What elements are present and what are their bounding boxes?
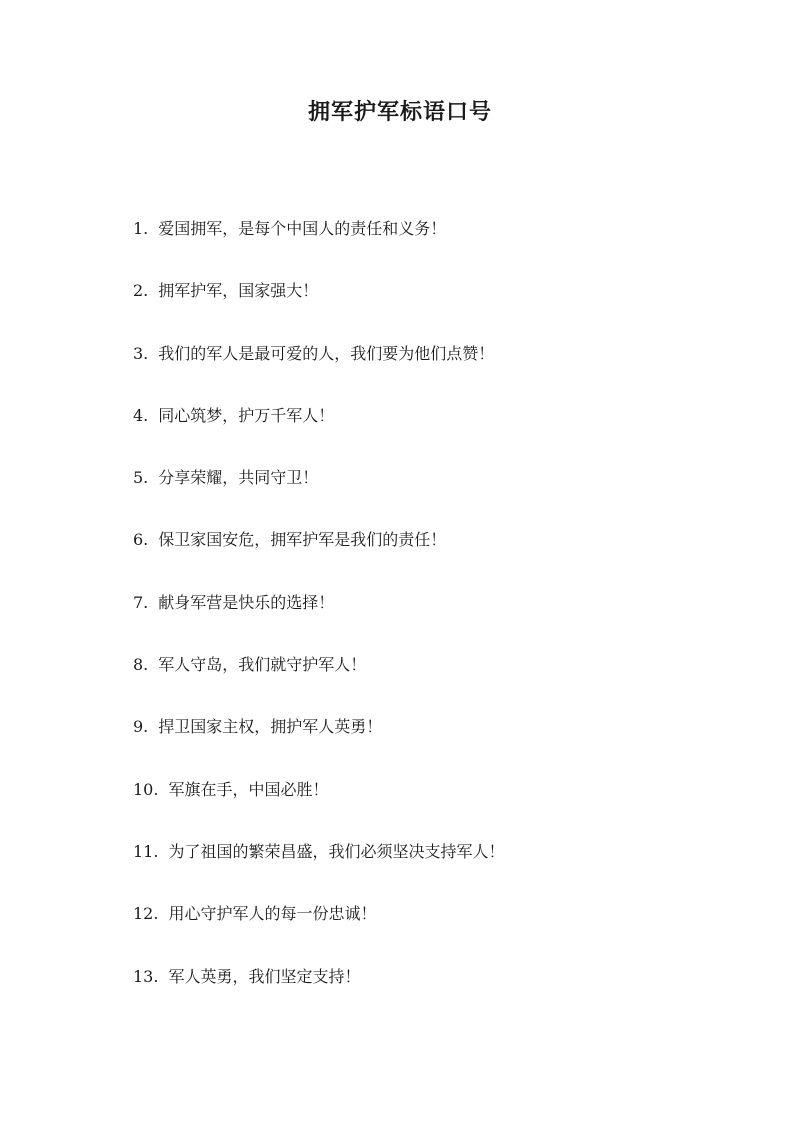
list-item — [133, 962, 733, 1024]
document-title: 拥军护军标语口号 — [307, 99, 492, 125]
item-number: 8. — [133, 655, 149, 675]
item-number: 2. — [133, 281, 149, 301]
list-item — [133, 837, 733, 899]
item-number: 7. — [133, 592, 149, 612]
slogan-list — [133, 214, 733, 1024]
list-item — [133, 463, 733, 525]
item-text: 同心筑梦，护万千军人！ — [158, 405, 335, 425]
item-number: 11. — [133, 841, 159, 861]
item-number: 1. — [133, 219, 149, 238]
item-number: 12. — [133, 904, 159, 924]
item-number: 13. — [133, 966, 159, 986]
list-item — [133, 214, 733, 276]
item-number: 5. — [133, 468, 149, 488]
list-item — [133, 588, 733, 650]
list-item — [133, 401, 733, 463]
list-item — [133, 899, 733, 961]
item-text: 军人英勇，我们坚定支持！ — [168, 966, 361, 986]
item-number: 9. — [133, 717, 149, 737]
item-text: 捍卫国家主权，拥护军人英勇！ — [158, 717, 383, 737]
list-item — [133, 650, 733, 712]
item-number: 3. — [133, 343, 149, 363]
list-item — [133, 775, 733, 837]
list-item — [133, 712, 733, 774]
item-text: 为了祖国的繁荣昌盛，我们必须坚决支持军人！ — [168, 841, 505, 861]
item-text: 献身军营是快乐的选择！ — [158, 592, 335, 612]
item-text: 保卫家国安危，拥军护军是我们的责任！ — [158, 530, 447, 550]
item-number: 6. — [133, 530, 149, 550]
list-item — [133, 525, 733, 587]
item-text: 我们的军人是最可爱的人，我们要为他们点赞！ — [158, 343, 495, 363]
list-item — [133, 276, 733, 338]
list-item — [133, 339, 733, 401]
item-number: 4. — [133, 405, 149, 425]
item-text: 军旗在手，中国必胜！ — [168, 779, 329, 799]
item-number: 10. — [133, 779, 159, 799]
item-text: 分享荣耀，共同守卫！ — [158, 468, 319, 488]
item-text: 拥军护军，国家强大！ — [158, 281, 319, 301]
item-text: 爱国拥军，是每个中国人的责任和义务！ — [158, 219, 447, 238]
item-text: 军人守岛，我们就守护军人！ — [158, 655, 367, 675]
item-text: 用心守护军人的每一份忠诚！ — [168, 904, 377, 924]
